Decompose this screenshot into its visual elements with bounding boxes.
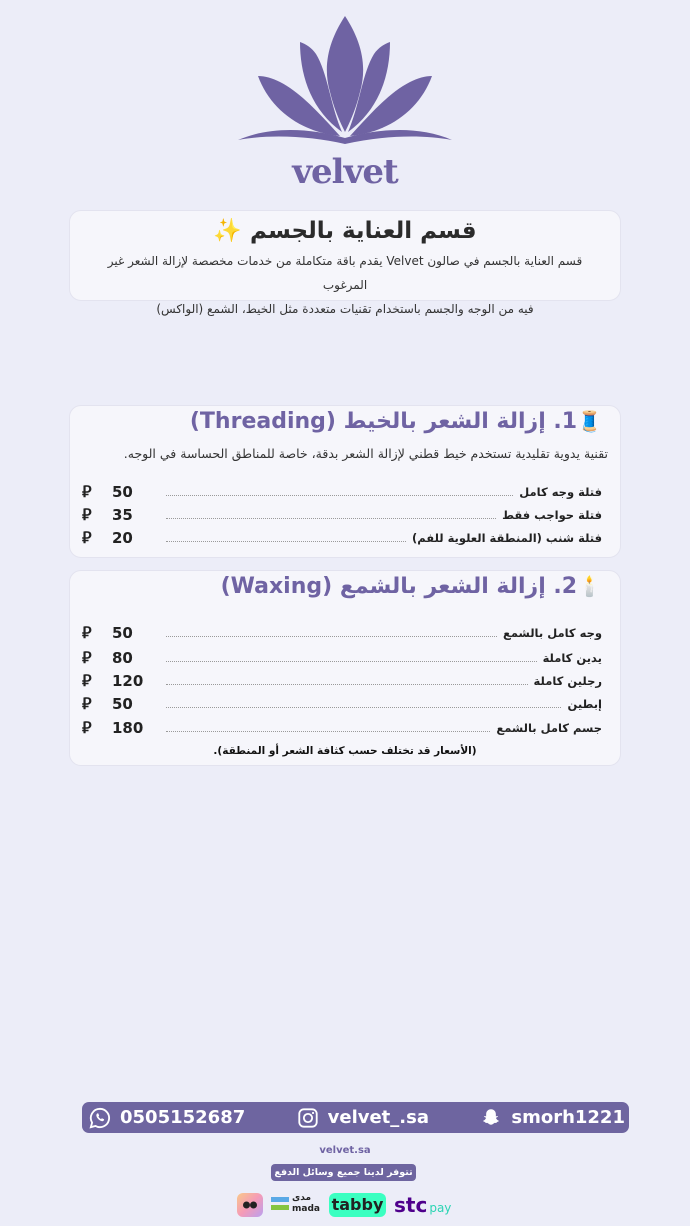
thread-icon: 🧵 (577, 409, 602, 433)
riyal-icon: ⃁ (82, 528, 92, 547)
riyal-icon: ⃁ (82, 671, 92, 690)
whatsapp-icon (88, 1106, 112, 1130)
service-price: 50 (112, 624, 133, 642)
intro-desc-line2: فيه من الوجه والجسم باستخدام تقنيات متعددة مثل الخيط، الشمع (الواكس) (156, 302, 534, 316)
intro-description (86, 249, 604, 321)
mada-bar-green (271, 1205, 289, 1210)
service-name: فتلة شنب (المنطقة العلوية للفم) (412, 531, 602, 545)
dotted-leader (166, 518, 496, 519)
price-row (82, 717, 602, 739)
threading-description: تقنية يدوية تقليدية تستخدم خيط قطني لإزالة الشعر بدقة، خاصة للمناطق الحساسة في الوجه. (123, 446, 608, 461)
threading-title-text: 1. إزالة الشعر بالخيط (Threading) (189, 409, 578, 434)
service-price: 80 (112, 649, 133, 667)
service-price: 50 (112, 695, 133, 713)
stc-pay-text: pay (429, 1201, 452, 1215)
price-row (82, 693, 602, 715)
contact-bar (82, 1102, 629, 1133)
apple-pay-icon (237, 1193, 263, 1217)
intro-card (69, 210, 621, 316)
riyal-icon: ⃁ (82, 648, 92, 667)
service-name: رجلين كاملة (533, 674, 602, 688)
service-price: 35 (112, 506, 133, 524)
instagram-handle: velvet_.sa (327, 1107, 429, 1128)
whatsapp-contact[interactable] (88, 1106, 245, 1130)
service-name: جسم كامل بالشمع (496, 721, 602, 735)
service-name: إبطين (567, 697, 602, 711)
threading-card (69, 405, 621, 558)
price-row (82, 622, 602, 644)
dotted-leader (166, 636, 497, 637)
dotted-leader (166, 495, 513, 496)
waxing-title-text: 2. إزالة الشعر بالشمع (Waxing) (220, 574, 578, 599)
payment-note: تتوفر لدينا جميع وسائل الدفع (271, 1164, 416, 1181)
instagram-icon (296, 1106, 320, 1130)
service-name: يدين كاملة (542, 651, 602, 665)
phone-number: 0505152687 (120, 1107, 246, 1128)
service-name: فتلة حواجب فقط (502, 508, 602, 522)
waxing-title (221, 571, 602, 602)
service-name: وجه كامل بالشمع (502, 626, 602, 640)
intro-desc-line1: قسم العناية بالجسم في صالون Velvet يقدم باقة متكاملة من خدمات مخصصة لإزالة الشعر غير المرغوب (107, 254, 583, 292)
brand-name: velvet (292, 152, 398, 192)
tabby-logo: tabby (329, 1193, 386, 1217)
riyal-icon: ⃁ (82, 623, 92, 642)
price-note: (الأسعار قد تختلف حسب كثافة الشعر أو المنطقة). (213, 745, 477, 757)
service-price: 120 (112, 672, 144, 690)
mada-logo (271, 1193, 319, 1217)
price-row (82, 481, 602, 503)
waxing-card (69, 570, 621, 766)
website-link[interactable]: velvet.sa (319, 1145, 371, 1156)
dotted-leader (166, 731, 490, 732)
riyal-icon: ⃁ (82, 718, 92, 737)
snapchat-contact[interactable] (479, 1106, 625, 1130)
riyal-icon: ⃁ (82, 694, 92, 713)
intro-title-text: قسم العناية بالجسم (250, 218, 477, 244)
service-price: 20 (112, 529, 133, 547)
dotted-leader (166, 541, 406, 542)
service-price: 50 (112, 483, 133, 501)
stc-pay-logo (394, 1193, 451, 1217)
instagram-contact[interactable] (296, 1106, 429, 1130)
mada-english: mada (292, 1204, 320, 1214)
threading-title (190, 406, 602, 437)
intro-title (86, 215, 604, 247)
stc-text: stc (394, 1193, 428, 1217)
service-price: 180 (112, 719, 144, 737)
price-row (82, 527, 602, 549)
service-name: فتلة وجه كامل (519, 485, 602, 499)
payment-methods (237, 1192, 451, 1218)
snapchat-handle: smorh1221 (511, 1107, 625, 1128)
brand-logo (230, 14, 460, 192)
mada-bar-blue (271, 1197, 289, 1202)
price-row (82, 647, 602, 669)
mada-arabic: مدى (292, 1193, 312, 1203)
riyal-icon: ⃁ (82, 482, 92, 501)
dotted-leader (166, 684, 528, 685)
dotted-leader (166, 707, 561, 708)
snapchat-icon (479, 1106, 503, 1130)
sparkles-icon: ✨ (213, 218, 243, 244)
price-row (82, 504, 602, 526)
lotus-icon (230, 14, 460, 154)
candle-icon: 🕯️ (577, 574, 602, 598)
price-row (82, 670, 602, 692)
dotted-leader (166, 661, 537, 662)
riyal-icon: ⃁ (82, 505, 92, 524)
